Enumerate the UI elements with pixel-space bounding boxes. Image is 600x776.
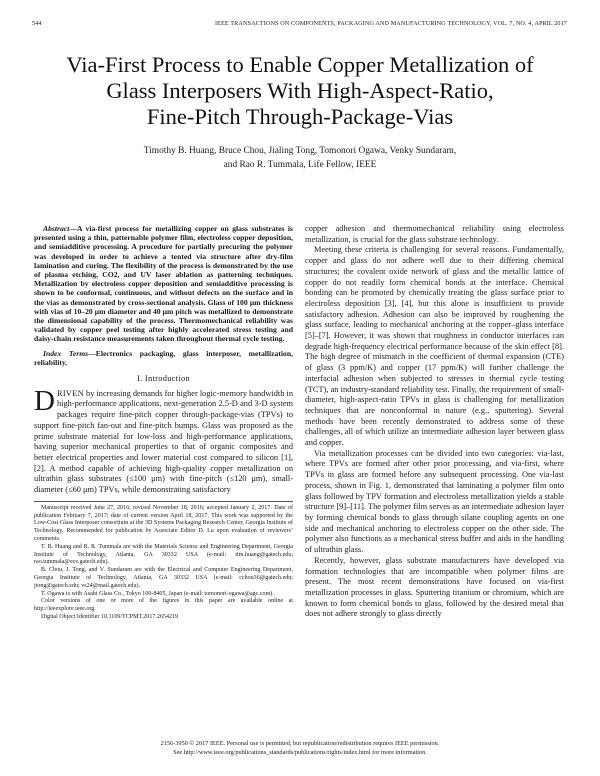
footnote: Manuscript received June 27, 2016; revised November 18, 2016; accepted January 2, 2017. Date of publication February 7, 2017; date of current version April 18, 2017. This work was supported by the Low-Cost Glass Interposer consortium at the 3D Systems Packaging Research Center, Georgia Institute of Technology. Recommended for publication by Associate Editor D. Lu upon evaluation of reviewers’ comments. — [34, 504, 293, 542]
title-line: Via-First Process to Enable Copper Metallization of — [66, 52, 534, 77]
footnote: T. Ogawa is with Asahi Glass Co., Tokyo 100-8405, Japan (e-mail: tomonori-ogawa@agc.com). — [41, 590, 274, 597]
copyright-line: 2156-3950 © 2017 IEEE. Personal use is permitted, but republication/redistribution requires IEEE permission. — [160, 740, 440, 747]
footnote: Color versions of one or more of the figures in this paper are available online at http://ieeexplore.ieee.org. — [34, 598, 293, 613]
body-paragraph: copper adhesion and thermomechanical reliability using electroless metallization, is crucial for the glass substrate technology. — [305, 224, 564, 244]
abstract — [34, 224, 293, 344]
journal-header: IEEE TRANSACTIONS ON COMPONENTS, PACKAGING AND MANUFACTURING TECHNOLOGY, VOL. 7, NO. 4, APRIL 2017 — [214, 20, 567, 27]
index-terms-label: Index Terms— — [43, 348, 96, 358]
intro-paragraph — [34, 384, 293, 496]
footnote: T. B. Huang and R. R. Tummala are with the Materials Science and Engineering Department, Georgia Institute of Technology, Atlanta, GA 30332 USA (e-mail: tim.huang@gatech.edu; rao.tummala@ece.gatech.edu). — [34, 543, 293, 566]
paper-title — [30, 52, 570, 130]
index-terms-text: Electronics packaging, glass interposer, metallization, reliability. — [34, 348, 293, 367]
author-line: and Rao R. Tummala, Life Fellow, IEEE — [223, 159, 377, 170]
footnote: B. Chou, J. Tong, and V. Sundaram are with the Electrical and Computer Engineering Department, Georgia Institute of Technology, Atlanta, GA 30332 USA (e-mail: cchou36@gatech.edu; jtong@gatech.edu; vs24@mail.gatech.edu). — [34, 567, 293, 589]
body-paragraph: Via metallization processes can be divided into two categories: via-last, where TPVs are formed after other prior processing, and via-first, where TPVs in glass are formed before any subsequent processing. One via-last process, shown in Fig. 1, demonstrated that laminating a polymer film onto glass followed by TPV formation and electroless metallization yields a stable structure [9]–[11]. The polymer film serves as an intermediate adhesion layer by forming chemical bonds to glass through silane coupling agents on one side and mechanical anchoring to electroless copper on the other side. The polymer also functions as a mechanical stress buffer and aids in the handling of ultrathin glass. — [305, 448, 564, 555]
copyright-notice — [30, 740, 570, 757]
right-column — [305, 224, 564, 620]
intro-text: by increasing demands for higher logic-memory bandwidth in high-performance applications, next-generation 2.5-D and 3-D system packages require fine-pitch copper through-package-vias (TPVs) to support fine-pitch fan-out and fine-pitch bumps. Glass was proposed as the prime substrate material for low-loss and high-performance applications, having superior mechanical properties to that of organic composites and better electrical properties and lower material cost compared to silicon [1], [2]. A method capable of achieving high-quality copper metallization on ultrathin glass substrates (≤100 μm) with fine-pitch (≤120 μm), small-diameter (≤60 μm) TPVs, while demonstrating satisfactory — [34, 388, 293, 495]
footnote-rule — [34, 501, 293, 502]
title-line: Glass Interposers With High-Aspect-Ratio, — [106, 78, 494, 103]
body-paragraph: Recently, however, glass substrate manufacturers have developed via formation technologies that are incompatible when polymer films are present. The most recent demonstrations have focused on via-first metallization processes in glass. Sputtering titanium or chromium, which are known to form chemical bonds to glass, followed by the desired metal that does not adhere strongly to glass directly — [305, 555, 564, 619]
body-paragraph: Meeting these criteria is challenging for several reasons. Fundamentally, copper and glass do not adhere well due to their differing chemical structures; the covalent oxide network of glass and the metallic lattice of copper do not readily form chemical bonds at the interface. Chemical bonding can be promoted by chemically treating the glass surface prior to electroless deposition [3], [4], but this alone is insufficient to provide satisfactory adhesion. Adhesion can also be improved by roughening the glass surface, leading to mechanical anchoring at the copper–glass interface [5]–[7]. However, it was shown that roughness in conductor interfaces can degrade high-frequency electrical performance because of the skin effect [8]. The high degree of mismatch in the coefficient of thermal expansion (CTE) of glass (3 ppm/K) and copper (17 ppm/K) will further challenge the interfacial adhesion when subjected to stresses in thermal cycle testing (TCT), an industry-standard reliability test. Finally, the requirement of small-diameter, high-aspect-ratio TPVs in glass is challenging for metallization techniques that are nonconformal in nature (e.g., sputtering). Several methods have been recently demonstrated to address some of these challenges, all of which utilize an intermediate adhesion layer between glass and copper. — [305, 245, 564, 448]
page-number: 544 — [32, 20, 42, 27]
section-heading: I. Introduction — [137, 374, 190, 384]
abstract-text: A via-first process for metallizing copper on glass substrates is presented using a thin, patternable polymer film, electroless copper deposition, and semiadditive processing. A procedure for partially precuring the polymer was developed in order to achieve a tented via structure after dry-film lamination and curing. The flexibility of the process is demonstrated by the use of plasma etching, CO2, and UV laser ablation as patterning techniques. Metallization by electroless copper deposition and semiadditive processing is shown to be conformal, continuous, and without defects on the surface and in the vias as demonstrated by cross-sectional analysis. Glass of 100 μm thickness with vias of 10–20 μm diameter and 40 μm pitch was metallized to demonstrate the dimensional capability of the process. Thermomechanical reliability was validated by copper peel testing after highly accelerated stress testing and daisy-chain resistance measurements taken throughout thermal cycle testing. — [34, 224, 293, 344]
rights-link-line: See http://www.ieee.org/publications_standards/publications/rights/index.html for more information. — [173, 748, 427, 756]
title-line: Fine-Pitch Through-Package-Vias — [146, 104, 454, 129]
abstract-label: Abstract— — [43, 224, 77, 233]
footnote: Digital Object Identifier 10.1109/TCPMT.2017.2654219 — [41, 613, 179, 620]
index-terms — [34, 349, 293, 367]
intro-lead: RIVEN — [56, 388, 84, 398]
drop-cap: D — [34, 384, 55, 417]
author-list — [60, 145, 540, 172]
author-line: Timothy B. Huang, Bruce Chou, Jialing Tong, Tomonori Ogawa, Venky Sundaram, — [143, 146, 457, 156]
left-column — [34, 224, 293, 622]
